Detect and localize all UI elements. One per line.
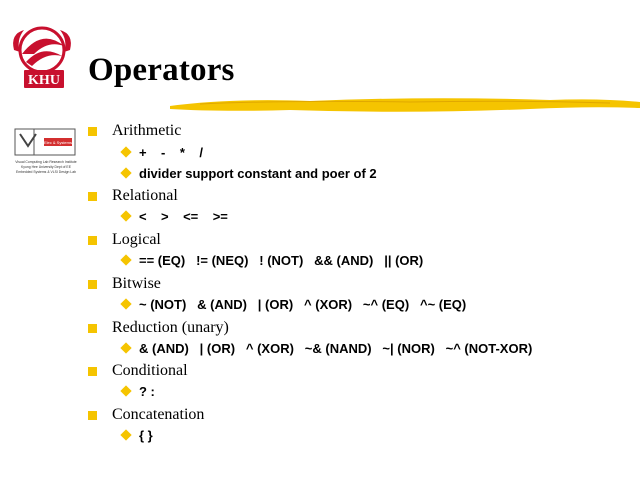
diamond-bullet-icon bbox=[120, 342, 131, 353]
item-heading: Bitwise bbox=[112, 275, 161, 292]
logo-label: KHU bbox=[28, 73, 60, 88]
square-bullet-icon bbox=[88, 236, 97, 245]
sub-item-text: divider support constant and poer of 2 bbox=[139, 166, 377, 181]
sub-item-text: ? : bbox=[139, 384, 155, 399]
lab-tag: Elec & Systems bbox=[43, 140, 73, 145]
sub-item-text: & (AND) | (OR) ^ (XOR) ~& (NAND) ~| (NOR) ~^ (NOT-XOR) bbox=[139, 341, 533, 356]
square-bullet-icon bbox=[88, 367, 97, 376]
diamond-bullet-icon bbox=[120, 429, 131, 440]
sub-item-text: == (EQ) != (NEQ) ! (NOT) && (AND) || (OR) bbox=[139, 253, 424, 268]
diamond-bullet-icon bbox=[120, 210, 131, 221]
diamond-bullet-icon bbox=[120, 385, 131, 396]
sub-item-text: < > <= >= bbox=[139, 209, 228, 224]
diamond-bullet-icon bbox=[120, 146, 131, 157]
square-bullet-icon bbox=[88, 324, 97, 333]
university-logo bbox=[8, 24, 76, 94]
square-bullet-icon bbox=[88, 411, 97, 420]
lab-caption-line: Kyung Hee University Dept of EE bbox=[21, 165, 71, 169]
square-bullet-icon bbox=[88, 127, 97, 136]
square-bullet-icon bbox=[88, 192, 97, 201]
square-bullet-icon bbox=[88, 280, 97, 289]
item-heading: Logical bbox=[112, 231, 161, 248]
lab-caption bbox=[14, 160, 78, 175]
item-heading: Relational bbox=[112, 187, 178, 204]
sub-item-text: { } bbox=[139, 428, 153, 443]
lab-caption-line: Embedded Systems & VLSI Design Lab bbox=[16, 170, 76, 174]
sub-item-text: ~ (NOT) & (AND) | (OR) ^ (XOR) ~^ (EQ) ^~ (EQ) bbox=[139, 297, 467, 312]
sub-item-text: + - * / bbox=[139, 145, 203, 160]
item-heading: Conditional bbox=[112, 362, 188, 379]
diamond-bullet-icon bbox=[120, 254, 131, 265]
lab-caption-line: Visual Computing Lab Research Institute bbox=[15, 160, 77, 164]
item-heading: Reduction (unary) bbox=[112, 319, 229, 336]
item-heading: Concatenation bbox=[112, 406, 205, 423]
page-title: Operators bbox=[88, 52, 235, 88]
item-heading: Arithmetic bbox=[112, 122, 182, 139]
diamond-bullet-icon bbox=[120, 167, 131, 178]
diamond-bullet-icon bbox=[120, 298, 131, 309]
brush-stroke-decoration bbox=[170, 94, 640, 116]
